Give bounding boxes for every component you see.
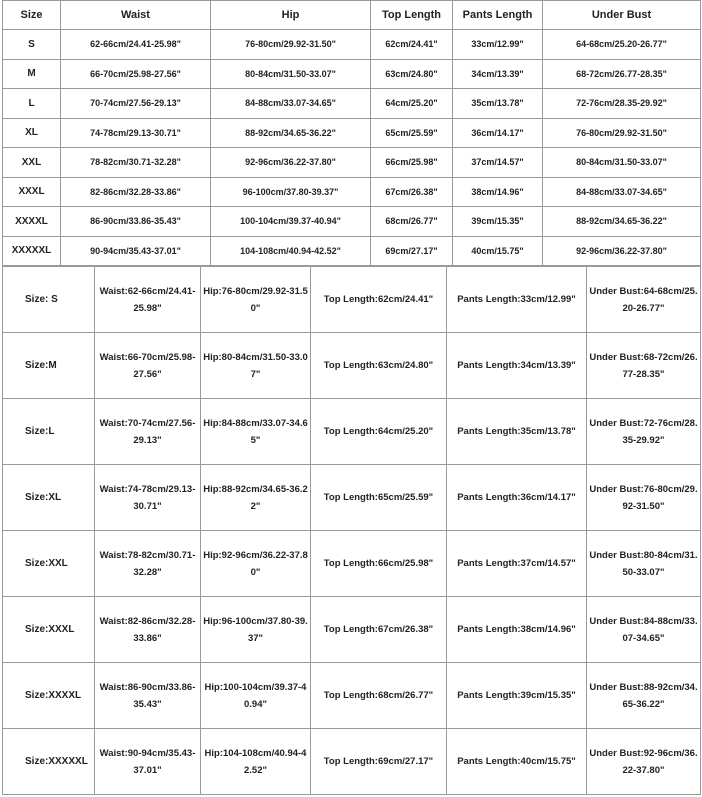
measurement-cell — [201, 663, 311, 729]
size-cell: XXXL — [3, 177, 61, 207]
measurement-cell: 38cm/14.96" — [453, 177, 543, 207]
measurement-cell: 86-90cm/33.86-35.43" — [61, 207, 211, 237]
cell-text: Hip:96-100cm/37.80-39.37" — [203, 615, 308, 644]
measurement-cell — [447, 267, 587, 333]
measurement-cell: 34cm/13.39" — [453, 59, 543, 89]
cell-text: Waist:66-70cm/25.98-27.56" — [99, 351, 196, 380]
table-row — [3, 729, 701, 795]
table-row — [3, 148, 701, 178]
size-chart-table — [2, 0, 701, 266]
measurement-cell: 67cm/26.38" — [371, 177, 453, 207]
measurement-cell — [311, 531, 447, 597]
cell-text: Size: S — [25, 294, 58, 305]
size-cell: M — [3, 59, 61, 89]
measurement-cell — [95, 729, 201, 795]
size-cell — [3, 597, 95, 663]
size-cell — [3, 531, 95, 597]
measurement-cell — [95, 399, 201, 465]
cell-text: Size:L — [25, 426, 55, 437]
measurement-cell — [587, 333, 701, 399]
header-pants-length: Pants Length — [453, 1, 543, 30]
measurement-cell — [201, 399, 311, 465]
cell-text: Pants Length:38cm/14.96" — [457, 624, 576, 635]
measurement-cell: 64cm/25.20" — [371, 89, 453, 119]
cell-text: Size:M — [25, 360, 57, 371]
measurement-cell — [95, 531, 201, 597]
measurement-cell — [587, 729, 701, 795]
cell-text: Hip:80-84cm/31.50-33.07" — [203, 351, 308, 380]
measurement-cell — [311, 399, 447, 465]
measurement-cell: 66-70cm/25.98-27.56" — [61, 59, 211, 89]
measurement-cell: 63cm/24.80" — [371, 59, 453, 89]
measurement-cell — [447, 597, 587, 663]
cell-text: Under Bust:92-96cm/36.22-37.80" — [589, 747, 698, 776]
measurement-cell — [587, 399, 701, 465]
header-top-length: Top Length — [371, 1, 453, 30]
measurement-cell: 62cm/24.41" — [371, 30, 453, 60]
measurement-cell: 84-88cm/33.07-34.65" — [211, 89, 371, 119]
table-row — [3, 236, 701, 266]
size-cell: XL — [3, 118, 61, 148]
measurement-cell: 100-104cm/39.37-40.94" — [211, 207, 371, 237]
cell-text: Hip:92-96cm/36.22-37.80" — [203, 549, 308, 578]
measurement-cell — [447, 663, 587, 729]
cell-text: Waist:82-86cm/32.28-33.86" — [99, 615, 196, 644]
measurement-cell — [587, 465, 701, 531]
measurement-cell: 37cm/14.57" — [453, 148, 543, 178]
table-row — [3, 89, 701, 119]
measurement-cell — [447, 531, 587, 597]
measurement-cell — [95, 267, 201, 333]
table-row — [3, 267, 701, 333]
cell-text: Hip:104-108cm/40.94-42.52" — [204, 747, 307, 776]
size-cell — [3, 333, 95, 399]
measurement-cell: 96-100cm/37.80-39.37" — [211, 177, 371, 207]
measurement-cell — [587, 531, 701, 597]
size-cell: XXXXXL — [3, 236, 61, 266]
measurement-cell: 70-74cm/27.56-29.13" — [61, 89, 211, 119]
header-hip: Hip — [211, 1, 371, 30]
measurement-cell — [311, 663, 447, 729]
cell-text: Under Bust:84-88cm/33.07-34.65" — [589, 615, 698, 644]
cell-text: Hip:100-104cm/39.37-40.94" — [204, 681, 307, 710]
measurement-cell: 62-66cm/24.41-25.98" — [61, 30, 211, 60]
cell-text: Waist:78-82cm/30.71-32.28" — [99, 549, 196, 578]
measurement-cell: 88-92cm/34.65-36.22" — [211, 118, 371, 148]
measurement-cell: 78-82cm/30.71-32.28" — [61, 148, 211, 178]
measurement-cell: 72-76cm/28.35-29.92" — [543, 89, 701, 119]
cell-text: Top Length:62cm/24.41" — [323, 294, 434, 305]
header-under-bust: Under Bust — [543, 1, 701, 30]
measurement-cell — [201, 465, 311, 531]
cell-text: Waist:74-78cm/29.13-30.71" — [99, 483, 196, 512]
table-row — [3, 333, 701, 399]
measurement-cell: 40cm/15.75" — [453, 236, 543, 266]
size-cell — [3, 465, 95, 531]
cell-text: Top Length:64cm/25.20" — [323, 426, 434, 437]
measurement-cell: 80-84cm/31.50-33.07" — [211, 59, 371, 89]
cell-text: Hip:84-88cm/33.07-34.65" — [203, 417, 308, 446]
size-cell: XXL — [3, 148, 61, 178]
cell-text: Size:XL — [25, 492, 62, 503]
measurement-cell: 90-94cm/35.43-37.01" — [61, 236, 211, 266]
size-cell: S — [3, 30, 61, 60]
measurement-cell — [587, 663, 701, 729]
cell-text: Pants Length:39cm/15.35" — [457, 690, 576, 701]
cell-text: Hip:76-80cm/29.92-31.50" — [203, 285, 308, 314]
measurement-cell: 64-68cm/25.20-26.77" — [543, 30, 701, 60]
cell-text: Size:XXXXL — [25, 690, 82, 701]
table-header-row — [3, 1, 701, 30]
size-cell — [3, 399, 95, 465]
measurement-cell — [447, 729, 587, 795]
measurement-cell: 66cm/25.98" — [371, 148, 453, 178]
cell-text: Hip:88-92cm/34.65-36.22" — [203, 483, 308, 512]
measurement-cell — [311, 597, 447, 663]
measurement-cell: 68-72cm/26.77-28.35" — [543, 59, 701, 89]
measurement-cell — [201, 531, 311, 597]
table-row — [3, 531, 701, 597]
measurement-cell — [201, 729, 311, 795]
size-cell: L — [3, 89, 61, 119]
measurement-cell — [587, 267, 701, 333]
measurement-cell: 88-92cm/34.65-36.22" — [543, 207, 701, 237]
header-waist: Waist — [61, 1, 211, 30]
size-cell — [3, 267, 95, 333]
cell-text: Top Length:65cm/25.59" — [323, 492, 434, 503]
table-row — [3, 663, 701, 729]
cell-text: Under Bust:76-80cm/29.92-31.50" — [589, 483, 698, 512]
measurement-cell: 76-80cm/29.92-31.50" — [211, 30, 371, 60]
table-row — [3, 59, 701, 89]
cell-text: Waist:86-90cm/33.86-35.43" — [99, 681, 196, 710]
measurement-cell: 82-86cm/32.28-33.86" — [61, 177, 211, 207]
measurement-cell: 36cm/14.17" — [453, 118, 543, 148]
measurement-cell: 80-84cm/31.50-33.07" — [543, 148, 701, 178]
cell-text: Under Bust:88-92cm/34.65-36.22" — [589, 681, 698, 710]
cell-text: Waist:90-94cm/35.43-37.01" — [99, 747, 196, 776]
measurement-cell: 35cm/13.78" — [453, 89, 543, 119]
header-size: Size — [3, 1, 61, 30]
measurement-cell: 84-88cm/33.07-34.65" — [543, 177, 701, 207]
measurement-cell — [447, 465, 587, 531]
measurement-cell — [587, 597, 701, 663]
table-row — [3, 177, 701, 207]
measurement-cell: 33cm/12.99" — [453, 30, 543, 60]
table-row — [3, 597, 701, 663]
measurement-cell — [95, 597, 201, 663]
cell-text: Top Length:69cm/27.17" — [323, 756, 434, 767]
cell-text: Pants Length:34cm/13.39" — [457, 360, 576, 371]
measurement-cell: 92-96cm/36.22-37.80" — [543, 236, 701, 266]
cell-text: Top Length:67cm/26.38" — [323, 624, 434, 635]
measurement-cell — [95, 333, 201, 399]
cell-text: Pants Length:36cm/14.17" — [457, 492, 576, 503]
measurement-cell: 74-78cm/29.13-30.71" — [61, 118, 211, 148]
cell-text: Top Length:63cm/24.80" — [323, 360, 434, 371]
table-row — [3, 465, 701, 531]
measurement-cell: 104-108cm/40.94-42.52" — [211, 236, 371, 266]
table-row — [3, 399, 701, 465]
cell-text: Top Length:66cm/25.98" — [323, 558, 434, 569]
size-cell: XXXXL — [3, 207, 61, 237]
cell-text: Under Bust:80-84cm/31.50-33.07" — [589, 549, 698, 578]
cell-text: Under Bust:64-68cm/25.20-26.77" — [589, 285, 698, 314]
table-row — [3, 30, 701, 60]
size-cell — [3, 663, 95, 729]
cell-text: Pants Length:37cm/14.57" — [457, 558, 576, 569]
measurement-cell: 68cm/26.77" — [371, 207, 453, 237]
measurement-cell — [311, 333, 447, 399]
measurement-cell: 92-96cm/36.22-37.80" — [211, 148, 371, 178]
cell-text: Under Bust:68-72cm/26.77-28.35" — [589, 351, 698, 380]
cell-text: Size:XXL — [25, 558, 68, 569]
measurement-cell — [201, 333, 311, 399]
cell-text: Pants Length:40cm/15.75" — [457, 756, 576, 767]
measurement-cell — [447, 333, 587, 399]
measurement-cell: 76-80cm/29.92-31.50" — [543, 118, 701, 148]
measurement-cell — [95, 465, 201, 531]
cell-text: Size:XXXL — [25, 624, 75, 635]
cell-text: Under Bust:72-76cm/28.35-29.92" — [589, 417, 698, 446]
measurement-cell — [201, 267, 311, 333]
measurement-cell — [95, 663, 201, 729]
table-row — [3, 118, 701, 148]
size-detail-table — [2, 266, 701, 795]
measurement-cell — [311, 465, 447, 531]
measurement-cell — [311, 267, 447, 333]
table-row — [3, 207, 701, 237]
measurement-cell: 69cm/27.17" — [371, 236, 453, 266]
cell-text: Waist:70-74cm/27.56-29.13" — [99, 417, 196, 446]
cell-text: Size:XXXXXL — [25, 756, 88, 767]
measurement-cell — [447, 399, 587, 465]
size-cell — [3, 729, 95, 795]
cell-text: Top Length:68cm/26.77" — [323, 690, 434, 701]
measurement-cell — [311, 729, 447, 795]
measurement-cell — [201, 597, 311, 663]
cell-text: Pants Length:33cm/12.99" — [457, 294, 576, 305]
cell-text: Pants Length:35cm/13.78" — [457, 426, 576, 437]
measurement-cell: 65cm/25.59" — [371, 118, 453, 148]
cell-text: Waist:62-66cm/24.41-25.98" — [99, 285, 196, 314]
measurement-cell: 39cm/15.35" — [453, 207, 543, 237]
